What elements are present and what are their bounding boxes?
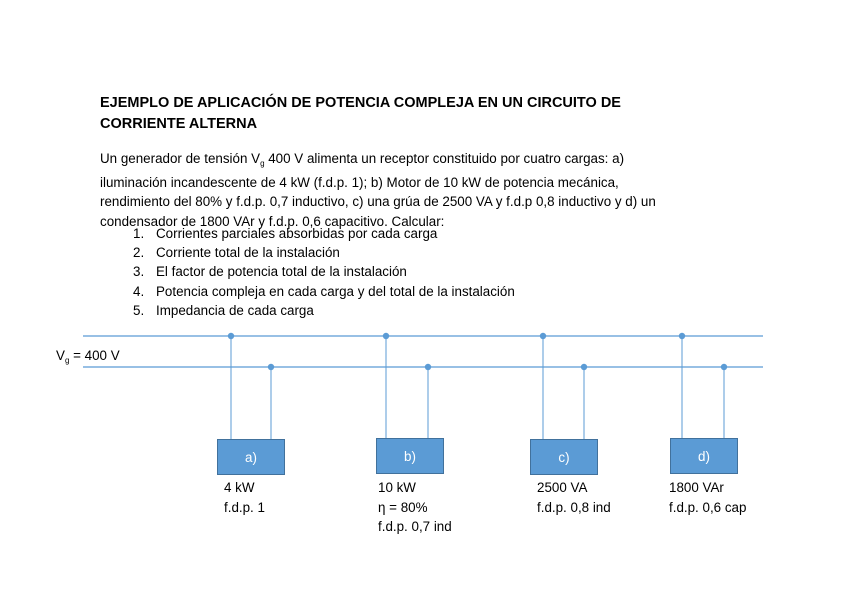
load-d-pf: f.d.p. 0,6 cap bbox=[669, 499, 747, 515]
load-a-power: 4 kW bbox=[224, 480, 255, 495]
load-a-node-2 bbox=[268, 364, 274, 370]
load-b-pf: f.d.p. 0,7 ind bbox=[378, 519, 452, 534]
load-a-pf: f.d.p. 1 bbox=[224, 499, 265, 515]
list-item-number: 5. bbox=[133, 302, 145, 318]
load-c-power: 2500 VA bbox=[537, 480, 588, 495]
load-d-specs bbox=[669, 478, 746, 517]
voltage-label: $V_g = 400$ V bbox=[56, 348, 120, 365]
load-d-node-2 bbox=[721, 364, 727, 370]
page-title: EJEMPLO DE APLICACIÓN DE POTENCIA COMPLEJA EN UN CIRCUITO DE CORRIENTE ALTERNA bbox=[100, 95, 621, 132]
list-item-text: Impedancia de cada carga bbox=[156, 302, 314, 318]
load-c-node-2 bbox=[581, 364, 587, 370]
statement-subscript: g bbox=[260, 159, 265, 168]
load-a-specs bbox=[224, 478, 265, 517]
load-d-power: 1800 VAr bbox=[669, 480, 724, 495]
load-a-node-1 bbox=[228, 333, 234, 339]
list-item-number: 2. bbox=[133, 245, 145, 261]
load-b-specs bbox=[378, 478, 452, 537]
load-c-box: c) bbox=[530, 439, 598, 475]
statement-part2: 400 V alimenta un receptor constituido por cuatro cargas: a) iluminación incandescente de 4 kW (f.d.p. 1); b) Motor de 10 kW de potencia mecánica, rendimiento del 80% y f.d.p. 0,7 inductivo, c) una grúa de 2500 VA y f.d.p 0,8 inductivo y d) un condensador de 1800 VAr y f.d.p. 0,6 capacitivo. Calcular: bbox=[100, 151, 656, 229]
list-item-number: 4. bbox=[133, 283, 145, 299]
load-c-pf: f.d.p. 0,8 ind bbox=[537, 499, 611, 515]
load-a-box: a) bbox=[217, 439, 285, 475]
load-d-node-1 bbox=[679, 333, 685, 339]
list-item-text: Corriente total de la instalación bbox=[156, 245, 340, 261]
load-b-node-2 bbox=[425, 364, 431, 370]
load-b-efficiency: η = 80% bbox=[378, 499, 428, 515]
load-c-node-1 bbox=[540, 333, 546, 339]
list-item-number: 1. bbox=[133, 226, 145, 241]
list-item-text: El factor de potencia total de la instalación bbox=[156, 264, 407, 280]
load-b-box: b) bbox=[376, 438, 444, 474]
statement-part1: Un generador de tensión V bbox=[100, 151, 261, 166]
list-item-number: 3. bbox=[133, 264, 145, 280]
list-item-text: Potencia compleja en cada carga y del total de la instalación bbox=[156, 283, 515, 299]
load-b-power: 10 kW bbox=[378, 480, 416, 495]
load-d-box: d) bbox=[670, 438, 738, 474]
list-item-text: Corrientes parciales absorbidas por cada carga bbox=[156, 226, 438, 241]
load-c-specs bbox=[537, 478, 611, 517]
load-b-node-1 bbox=[383, 333, 389, 339]
